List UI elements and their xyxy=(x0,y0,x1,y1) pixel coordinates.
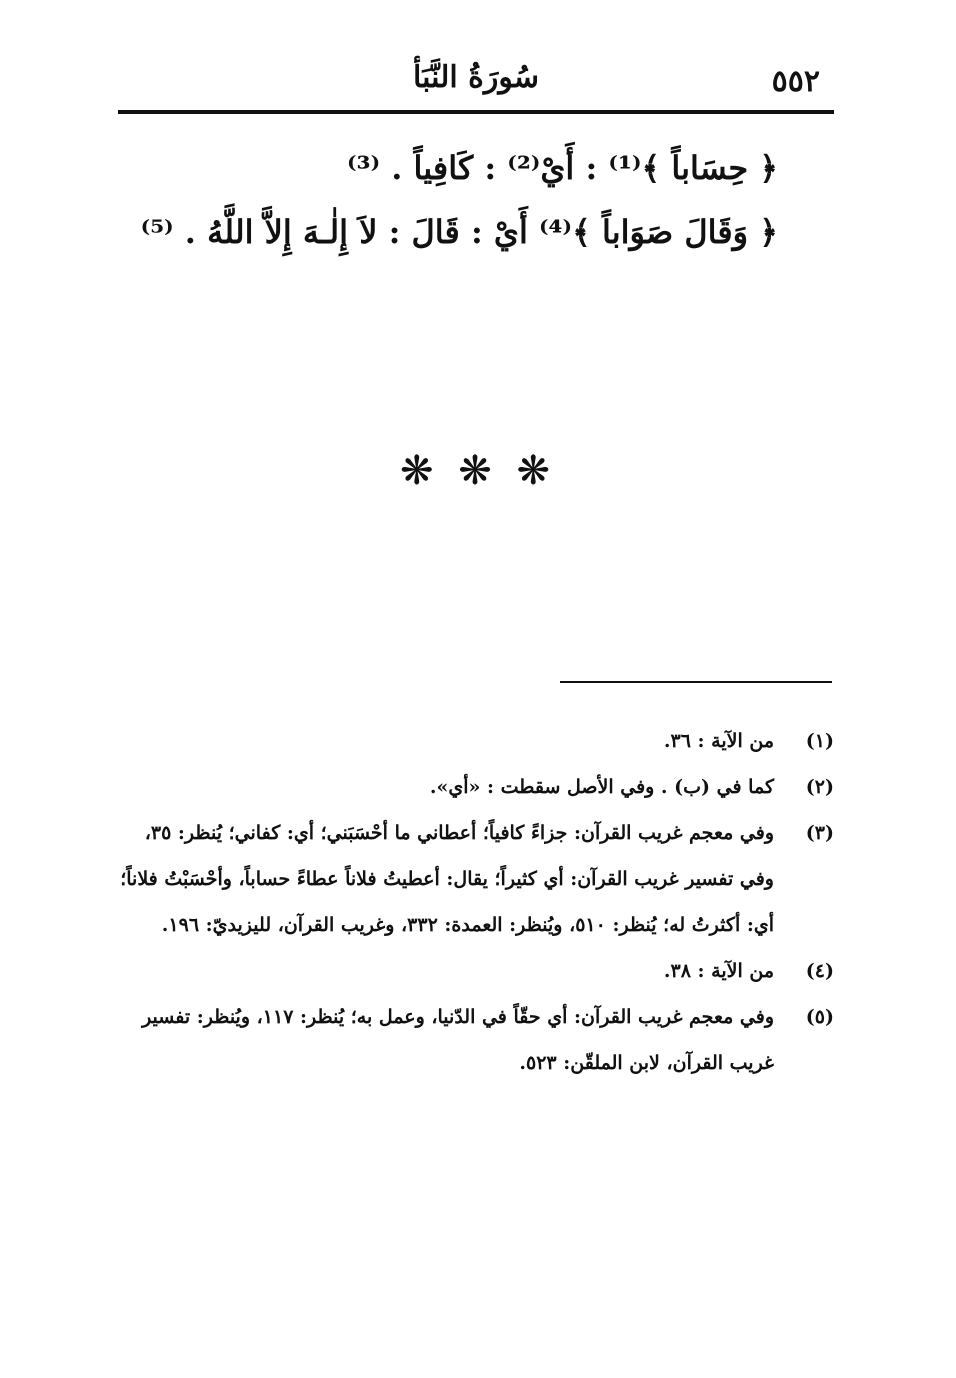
page-header xyxy=(118,58,834,114)
footnote-number: (٣) xyxy=(805,822,834,844)
footnote-item xyxy=(118,764,834,810)
section-separator: ❋ ❋ ❋ xyxy=(400,448,556,494)
footnote-item xyxy=(118,810,834,948)
footnote-number: (٢) xyxy=(805,776,834,798)
main-text xyxy=(140,136,778,264)
footnote-item xyxy=(118,948,834,994)
footnote-text: وفي معجم غريب القرآن: جزاءً كافياً؛ أعطاني ما أحْسَبَني؛ أي: كفاني؛ يُنظر: ٣٥، وفي تفسير غريب القرآن: أي كثيراً؛ يقال: أعطيتُ فلاناً عطاءً حساباً، وأحْسَبْتُ فلاناً؛ أي: أكثرتُ له؛ يُنظر: ٥١٠، ويُنظر: العمدة: ٣٣٢، وغريب القرآن، لليزيديّ: ١٩٦. xyxy=(120,822,774,936)
footnote-number: (٥) xyxy=(805,1006,834,1028)
footnote-item xyxy=(118,718,834,764)
footnote-item xyxy=(118,994,834,1086)
footnote-text: من الآية : ٣٨. xyxy=(663,960,774,982)
page-number: ٥٥٢ xyxy=(771,64,820,99)
footnote-divider xyxy=(560,681,832,683)
footnote-number: (١) xyxy=(805,730,834,752)
footnote-number: (٤) xyxy=(805,960,834,982)
footnote-text: كما في (ب) . وفي الأصل سقطت : «أي». xyxy=(429,776,774,798)
footnotes xyxy=(118,718,834,1086)
footnote-text: وفي معجم غريب القرآن: أي حقّاً في الدّنيا، وعمل به؛ يُنظر: ١١٧، ويُنظر: تفسير غريب القرآن، لابن الملقّن: ٥٢٣. xyxy=(142,1006,774,1074)
verse-line: ﴿ حِسَاباً ﴾⁽¹⁾ : أَيْ⁽²⁾ : كَافِياً . ⁽³⁾ xyxy=(347,149,778,187)
footnote-text: من الآية : ٣٦. xyxy=(663,730,774,752)
surah-title: سُورَةُ النَّبَأ xyxy=(412,60,539,95)
verse-line: ﴿ وَقَالَ صَوَاباً ﴾⁽⁴⁾ أَيْ : قَالَ : لاَ إِلٰـهَ إِلاَّ اللَّهُ . ⁽⁵⁾ xyxy=(140,213,778,251)
